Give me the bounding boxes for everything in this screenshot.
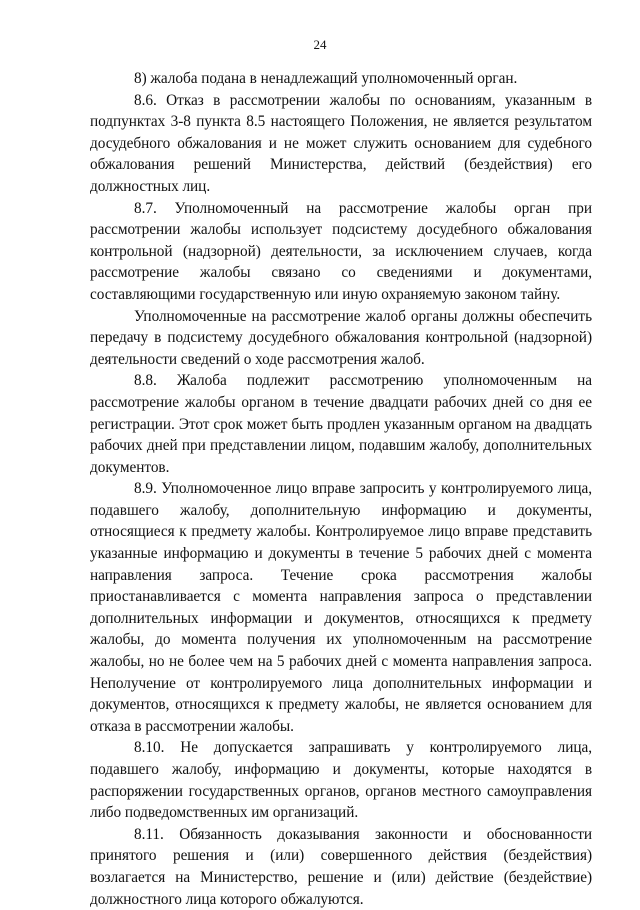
paragraph-8-9: 8.9. Уполномоченное лицо вправе запросить у контролируемого лица, подавшего жалобу, дополнительную информацию и документы, относящиеся к предмету жалобы. Контролируемое лицо вправе представить указанные информацию и документы в течение 5 рабочих дней с момента направления запроса. Течение срока рассмотрения жалобы приостанавливается с момента направления запроса о представлении дополнительных информации и документов, относящихся к предмету жалобы, до момента получения их уполномоченным на рассмотрение жалобы, но не более чем на 5 рабочих дней с момента направления запроса. Неполучение от контролируемого лица дополнительных информации и документов, относящихся к предмету жалобы, не является основанием для отказа в рассмотрении жалобы. bbox=[90, 480, 592, 735]
paragraph-8-10: 8.10. Не допускается запрашивать у контролируемого лица, подавшего жалобу, информацию и документы, которые находятся в распоряжении государственных органов, органов местного самоуправления либо подведомственных им организаций. bbox=[90, 739, 592, 822]
document-body bbox=[90, 68, 592, 910]
paragraph-8-11: 8.11. Обязанность доказывания законности и обоснованности принятого решения и (или) совершенного действия (бездействия) возлагается на Министерство, решение и (или) действие (бездействие) должностного лица которого обжалуются. bbox=[90, 825, 592, 908]
paragraph-8-7: 8.7. Уполномоченный на рассмотрение жалобы орган при рассмотрении жалобы использует подсистему досудебного обжалования контрольной (надзорной) деятельности, за исключением случаев, когда рассмотрение жалобы связано со сведениями и документами, составляющими государственную или иную охраняемую законом тайну. bbox=[90, 199, 592, 303]
paragraph-8-5-item-8: 8) жалоба подана в ненадлежащий уполномоченный орган. bbox=[134, 70, 518, 87]
page-number: 24 bbox=[313, 37, 327, 52]
paragraph-8-7-continuation: Уполномоченные на рассмотрение жалоб органы должны обеспечить передачу в подсистему досудебного обжалования контрольной (надзорной) деятельности сведений о ходе рассмотрения жалоб. bbox=[90, 307, 592, 368]
paragraph-8-8: 8.8. Жалоба подлежит рассмотрению уполномоченным на рассмотрение жалобы органом в течение двадцати рабочих дней со дня ее регистрации. Этот срок может быть продлен указанным органом на двадцать рабочих дней при представлении лицом, подавшим жалобу, дополнительных документов. bbox=[90, 372, 592, 476]
paragraph-8-6: 8.6. Отказ в рассмотрении жалобы по основаниям, указанным в подпунктах 3-8 пункта 8.5 настоящего Положения, не является результатом досудебного обжалования и не может служить основанием для судебного обжалования решений Министерства, действий (бездействия) его должностных лиц. bbox=[90, 91, 592, 195]
